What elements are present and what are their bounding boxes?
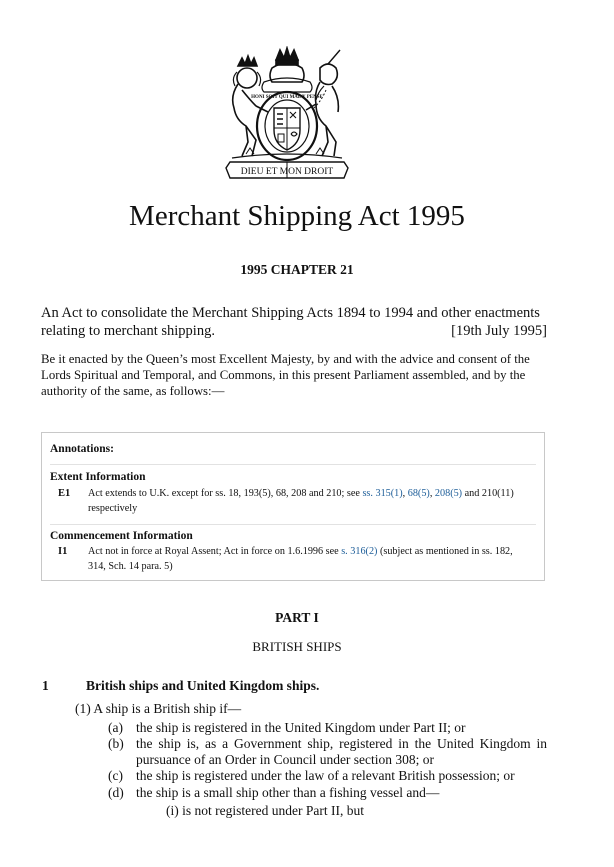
para-b-text: the ship is, as a Government ship, registered in the United Kingdom in pursuance of an Order in Council under section 308; or <box>136 736 547 767</box>
long-title-text: An Act to consolidate the Merchant Shipping Acts 1894 to 1994 and other enactments relating to merchant shipping. <box>41 305 540 339</box>
commencement-link-316-2[interactable]: s. 316(2) <box>341 546 378 557</box>
extent-text-post: and 210(11) respectively <box>88 488 514 514</box>
para-c-text: the ship is registered under the law of a relevant British possession; or <box>136 768 515 783</box>
royal-assent-date: [19th July 1995] <box>451 323 547 339</box>
para-b-label: (b) <box>108 736 124 751</box>
extent-link-68-5[interactable]: 68(5) <box>407 488 430 499</box>
section-title: British ships and United Kingdom ships. <box>86 678 320 693</box>
royal-coat-of-arms-icon <box>216 46 358 186</box>
para-a-label: (a) <box>108 720 123 735</box>
extent-sep-2: , <box>429 488 433 499</box>
extent-heading: Extent Information <box>50 471 146 483</box>
extent-sep-1: , <box>402 488 406 499</box>
extent-link-208-5[interactable]: 208(5) <box>434 488 463 499</box>
commencement-text-post: (subject as mentioned in ss. 182, 314, Sch. 14 para. 5) <box>88 546 513 572</box>
annotations-box <box>41 432 545 581</box>
extent-code: E1 <box>58 488 71 499</box>
annotations-heading: Annotations: <box>50 443 114 455</box>
para-c-label: (c) <box>108 768 123 783</box>
part-label: PART I <box>275 610 319 625</box>
commencement-heading: Commencement Information <box>50 530 193 542</box>
para-a-text: the ship is registered in the United Kingdom under Part II; or <box>136 720 466 735</box>
annotations-divider <box>50 524 536 525</box>
para-d-label: (d) <box>108 785 124 800</box>
long-title <box>41 304 547 340</box>
act-chapter: 1995 CHAPTER 21 <box>240 262 354 277</box>
para-d-text: the ship is a small ship other than a fishing vessel and— <box>136 785 440 800</box>
part-heading: BRITISH SHIPS <box>252 639 342 654</box>
extent-text <box>88 486 514 516</box>
act-title: Merchant Shipping Act 1995 <box>129 200 465 232</box>
section-number: 1 <box>42 678 49 693</box>
enacting-formula: Be it enacted by the Queen’s most Excellent Majesty, by and with the advice and consent of the Lords Spiritual and Temporal, and Commons, in this present Parliament assembled, and by the authority of the same, as follows:— <box>41 352 530 398</box>
garter-motto: HONI SOIT QUI MAL Y PENSE <box>251 95 323 100</box>
scroll-motto: DIEU ET MON DROIT <box>240 167 334 177</box>
extent-text-pre: Act extends to U.K. except for ss. 18, 193(5), 68, 208 and 210; see <box>88 488 360 499</box>
commencement-code: I1 <box>58 546 68 557</box>
commencement-text-pre: Act not in force at Royal Assent; Act in force on 1.6.1996 see <box>88 546 339 557</box>
subsection-1: (1) A ship is a British ship if— <box>75 701 242 716</box>
subpara-i: (i) is not registered under Part II, but <box>166 803 364 818</box>
commencement-text <box>88 544 514 574</box>
annotations-divider <box>50 464 536 465</box>
extent-link-315-1[interactable]: ss. 315(1) <box>362 488 403 499</box>
